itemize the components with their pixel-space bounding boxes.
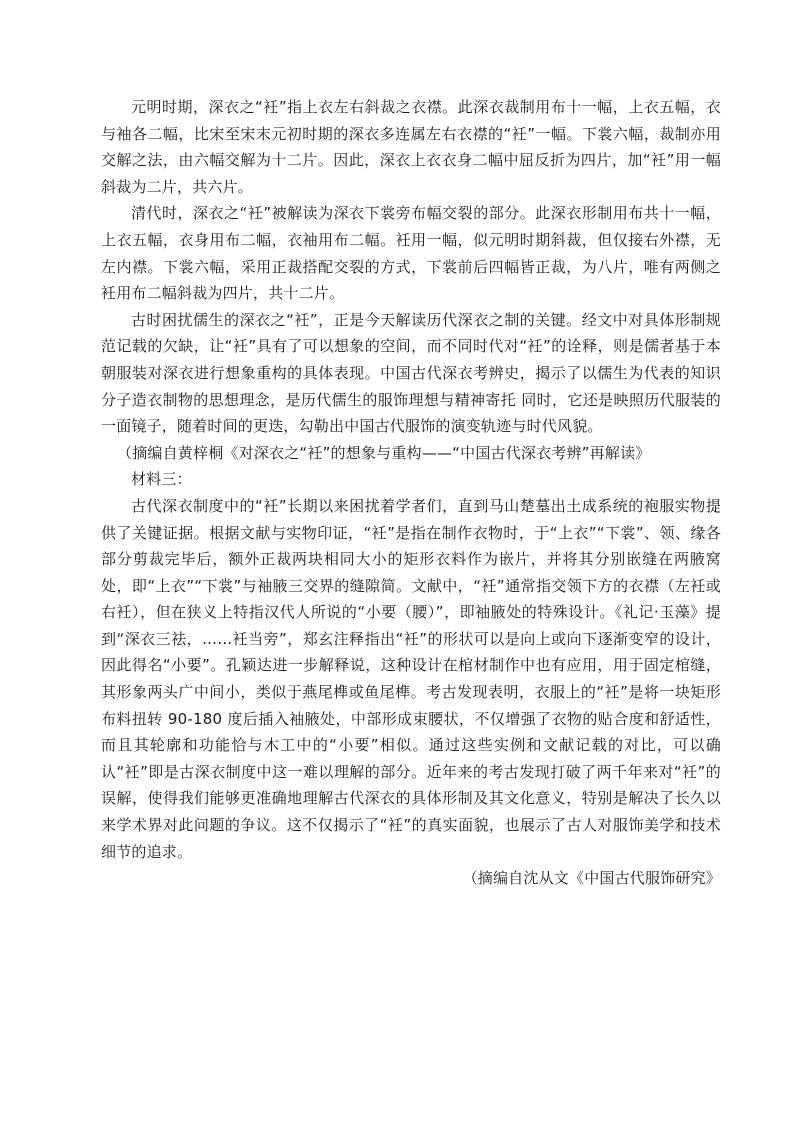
paragraph-yuan-ming: 元明时期，深衣之“衽”指上衣左右斜裁之衣襟。此深衣裁制用布十一幅，上衣五幅，衣与袖各二幅，比宋至宋末元初时期的深衣多连属左右衣襟的“衽”一幅。下裳六幅，裁制亦用交解之法，由六幅交解为十二片。因此，深衣上衣衣身二幅中屈反折为四片，加“衽”用一幅斜裁为二片，共六片。 (101, 98, 721, 196)
paragraph-material-three: 古代深衣制度中的“衽”长期以来困扰着学者们，直到马山楚墓出土成系统的袍服实物提供了关键证据。根据文献与实物印证，“衽”是指在制作衣物时，于“上衣”“下裳”、领、缘各部分剪裁完毕后，额外正裁两块相同大小的矩形衣料作为嵌片，并将其分别嵌缝在两腋窝处，即“上衣”“下裳”与袖腋三交界的缝隙简。文献中，“衽”通常指交领下方的衣襟（左衽或右衽），但在狭义上特指汉代人所说的“小要（腰）”，即袖腋处的特殊设计。《礼记·玉藻》提到“深衣三祛，……衽当旁”，郑玄注释指出“衽”的形状可以是向上或向下逐渐变窄的设计，因此得名“小要”。孔颖达进一步解释说，这种设计在棺材制作中也有应用，用于固定棺缝，其形象两头广中间小，类似于燕尾榫或鱼尾榫。考古发现表明，衣服上的“衽”是将一块矩形布料扭转 90-180 度后插入袖腋处，中部形成束腰状，不仅增强了衣物的贴合度和舒适性，而且其轮廓和功能恰与木工中的“小要”相似。通过这些实例和文献记载的对比，可以确认“衽”即是古深衣制度中这一难以理解的部分。近年来的考古发现打破了两千年来对“衽”的误解，使得我们能够更准确地理解古代深衣的具体形制及其文化意义，特别是解决了长久以来学术界对此问题的争议。这不仅揭示了“衽”的真实面貌，也展示了古人对服饰美学和技术细节的追求。 (101, 496, 721, 861)
paragraph-qing: 清代时，深衣之“衽”被解读为深衣下裳旁布幅交裂的部分。此深衣形制用布共十一幅，上衣五幅，衣身用布二幅，衣袖用布二幅。衽用一幅，似元明时期斜裁，但仅接右外襟，无左内襟。下裳六幅，采用正裁搭配交裂的方式，下裳前后四幅皆正裁，为八片，唯有两侧之衽用布二幅斜裁为四片，共十二片。 (101, 204, 721, 303)
paragraph-conclusion: 古时困扰儒生的深衣之“衽”，正是今天解读历代深衣之制的关键。经文中对具体形制规范记载的欠缺，让“衽”具有了可以想象的空间，而不同时代对“衽”的诠释，则是儒者基于本朝服装对深衣进行想象重构的具体表现。中国古代深衣考辨史，揭示了以儒生为代表的知识分子造衣制物的思想理念，是历代儒生的服饰理想与精神寄托 同时，它还是映照历代服装的一面镜子，随着时间的更迭，勾勒出中国古代服饰的演变轨迹与时代风貌。 (101, 310, 721, 436)
source-citation-shen: （摘编自沈从文《中国古代服饰研究》 (462, 869, 721, 888)
document-body (101, 94, 721, 892)
source-citation-huang: （摘编自黄梓桐《对深衣之“衽”的想象与重构——“中国古代深衣考辨”再解读》 (117, 443, 651, 462)
material-three-heading: 材料三： (131, 470, 192, 489)
